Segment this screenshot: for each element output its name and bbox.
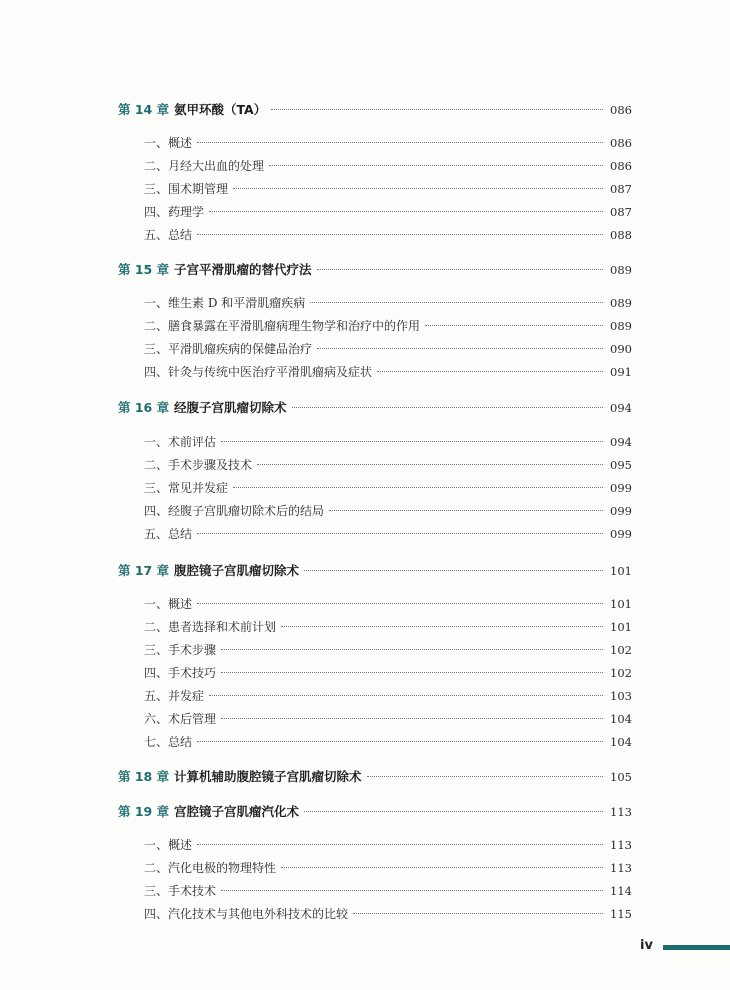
- page-number: 113: [610, 838, 632, 852]
- page-number: 094: [610, 435, 632, 449]
- chapter-title: 宫腔镜子宫肌瘤汽化术: [174, 804, 300, 819]
- section-title: 四、药理学: [144, 205, 205, 219]
- toc-entry[interactable]: [118, 432, 632, 452]
- section-title: 五、总结: [144, 228, 193, 242]
- dot-leader: [281, 626, 603, 627]
- section-title: 七、总结: [144, 735, 193, 749]
- toc-entry[interactable]: [118, 156, 632, 176]
- section-title: 二、膳食暴露在平滑肌瘤病理生物学和治疗中的作用: [144, 319, 421, 333]
- section-title: 三、平滑肌瘤疾病的保健品治疗: [144, 342, 313, 356]
- chapter-number: 第 17 章: [118, 563, 170, 578]
- dot-leader: [197, 142, 603, 143]
- page-number: 087: [610, 182, 632, 196]
- section-title: 一、维生素 D 和平滑肌瘤疾病: [144, 296, 306, 310]
- chapter-15-row[interactable]: [118, 260, 632, 280]
- section-title: 二、汽化电极的物理特性: [144, 861, 277, 875]
- section-title: 四、汽化技术与其他电外科技术的比较: [144, 907, 349, 921]
- dot-leader: [377, 371, 603, 372]
- toc-entry[interactable]: [118, 478, 632, 498]
- page-number: 104: [610, 712, 632, 726]
- section-title: 四、经腹子宫肌瘤切除术后的结局: [144, 504, 325, 518]
- section-title: 二、手术步骤及技术: [144, 458, 253, 472]
- dot-leader: [221, 718, 603, 719]
- page-number: 089: [610, 296, 632, 310]
- chapter-18-row[interactable]: [118, 767, 632, 787]
- page-number: 101: [610, 564, 632, 578]
- toc-entry[interactable]: [118, 835, 632, 855]
- dot-leader: [209, 211, 603, 212]
- section-title: 一、概述: [144, 838, 193, 852]
- page-number: 089: [610, 319, 632, 333]
- chapter-14-row[interactable]: [118, 100, 632, 120]
- chapter-number: 第 19 章: [118, 804, 170, 819]
- page-number: 088: [610, 228, 632, 242]
- dot-leader: [221, 890, 603, 891]
- dot-leader: [317, 348, 603, 349]
- toc-entry[interactable]: [118, 732, 632, 752]
- section-title: 三、手术步骤: [144, 643, 217, 657]
- page-number: 101: [610, 597, 632, 611]
- toc-entry[interactable]: [118, 455, 632, 475]
- dot-leader: [353, 913, 603, 914]
- dot-leader: [367, 776, 603, 777]
- dot-leader: [197, 741, 603, 742]
- toc-entry[interactable]: [118, 501, 632, 521]
- dot-leader: [197, 844, 603, 845]
- section-title: 二、月经大出血的处理: [144, 159, 265, 173]
- dot-leader: [269, 165, 603, 166]
- dot-leader: [197, 533, 603, 534]
- section-title: 五、并发症: [144, 689, 205, 703]
- page-number: 105: [610, 770, 632, 784]
- toc-entry[interactable]: [118, 362, 632, 382]
- chapter-title: 子宫平滑肌瘤的替代疗法: [174, 262, 312, 277]
- page-number: 099: [610, 481, 632, 495]
- toc-entry[interactable]: [118, 202, 632, 222]
- page-number: 086: [610, 159, 632, 173]
- footer-accent-bar: [663, 945, 730, 950]
- page-number: 099: [610, 527, 632, 541]
- dot-leader: [257, 464, 603, 465]
- chapter-title: 腹腔镜子宫肌瘤切除术: [174, 563, 300, 578]
- page-number: 102: [610, 643, 632, 657]
- dot-leader: [304, 570, 603, 571]
- page-number: 099: [610, 504, 632, 518]
- toc-entry[interactable]: [118, 133, 632, 153]
- chapter-number: 第 15 章: [118, 262, 170, 277]
- page-number: 089: [610, 263, 632, 277]
- dot-leader: [292, 407, 603, 408]
- dot-leader: [233, 188, 603, 189]
- section-title: 三、常见并发症: [144, 481, 229, 495]
- page-number: 087: [610, 205, 632, 219]
- section-title: 一、概述: [144, 597, 193, 611]
- toc-entry[interactable]: [118, 594, 632, 614]
- chapter-16-row[interactable]: [118, 398, 632, 418]
- dot-leader: [197, 603, 603, 604]
- footer-page-number: iv: [640, 938, 653, 953]
- dot-leader: [221, 649, 603, 650]
- page-number: 102: [610, 666, 632, 680]
- chapter-title: 计算机辅助腹腔镜子宫肌瘤切除术: [174, 769, 362, 784]
- dot-leader: [317, 269, 603, 270]
- toc-entry[interactable]: [118, 663, 632, 683]
- section-title: 三、手术技术: [144, 884, 217, 898]
- toc-entry[interactable]: [118, 640, 632, 660]
- section-title: 一、术前评估: [144, 435, 217, 449]
- chapter-number: 第 16 章: [118, 400, 170, 415]
- toc-entry[interactable]: [118, 524, 632, 544]
- page-number: 086: [610, 136, 632, 150]
- toc-entry[interactable]: [118, 316, 632, 336]
- toc-entry[interactable]: [118, 179, 632, 199]
- page-number: 113: [610, 861, 632, 875]
- section-title: 四、针灸与传统中医治疗平滑肌瘤病及症状: [144, 365, 373, 379]
- toc-entry[interactable]: [118, 881, 632, 901]
- section-title: 一、概述: [144, 136, 193, 150]
- dot-leader: [310, 302, 603, 303]
- page-number: 101: [610, 620, 632, 634]
- chapter-19-row[interactable]: [118, 802, 632, 822]
- page-number: 114: [610, 884, 632, 898]
- chapter-17-row[interactable]: [118, 561, 632, 581]
- page-number: 090: [610, 342, 632, 356]
- dot-leader: [271, 109, 603, 110]
- dot-leader: [425, 325, 603, 326]
- page-number: 086: [610, 103, 632, 117]
- dot-leader: [281, 867, 603, 868]
- toc-entry[interactable]: [118, 225, 632, 245]
- page-number: 095: [610, 458, 632, 472]
- toc-entry[interactable]: [118, 617, 632, 637]
- section-title: 六、术后管理: [144, 712, 217, 726]
- section-title: 二、患者选择和术前计划: [144, 620, 277, 634]
- toc-entry[interactable]: [118, 858, 632, 878]
- page-number: 104: [610, 735, 632, 749]
- page-number: 115: [610, 907, 632, 921]
- dot-leader: [233, 487, 603, 488]
- dot-leader: [209, 695, 603, 696]
- chapter-title: 氨甲环酸（TA）: [174, 102, 267, 117]
- chapter-number: 第 14 章: [118, 102, 170, 117]
- dot-leader: [304, 811, 603, 812]
- dot-leader: [221, 672, 603, 673]
- page-number: 094: [610, 401, 632, 415]
- dot-leader: [329, 510, 603, 511]
- page-number: 091: [610, 365, 632, 379]
- page-number: 103: [610, 689, 632, 703]
- toc-entry[interactable]: [118, 293, 632, 313]
- toc-entry[interactable]: [118, 339, 632, 359]
- section-title: 五、总结: [144, 527, 193, 541]
- chapter-number: 第 18 章: [118, 769, 170, 784]
- toc-entry[interactable]: [118, 709, 632, 729]
- dot-leader: [197, 234, 603, 235]
- section-title: 三、围术期管理: [144, 182, 229, 196]
- toc-entry[interactable]: [118, 686, 632, 706]
- chapter-title: 经腹子宫肌瘤切除术: [174, 400, 287, 415]
- dot-leader: [221, 441, 603, 442]
- toc-entry[interactable]: [118, 904, 632, 924]
- section-title: 四、手术技巧: [144, 666, 217, 680]
- page-number: 113: [610, 805, 632, 819]
